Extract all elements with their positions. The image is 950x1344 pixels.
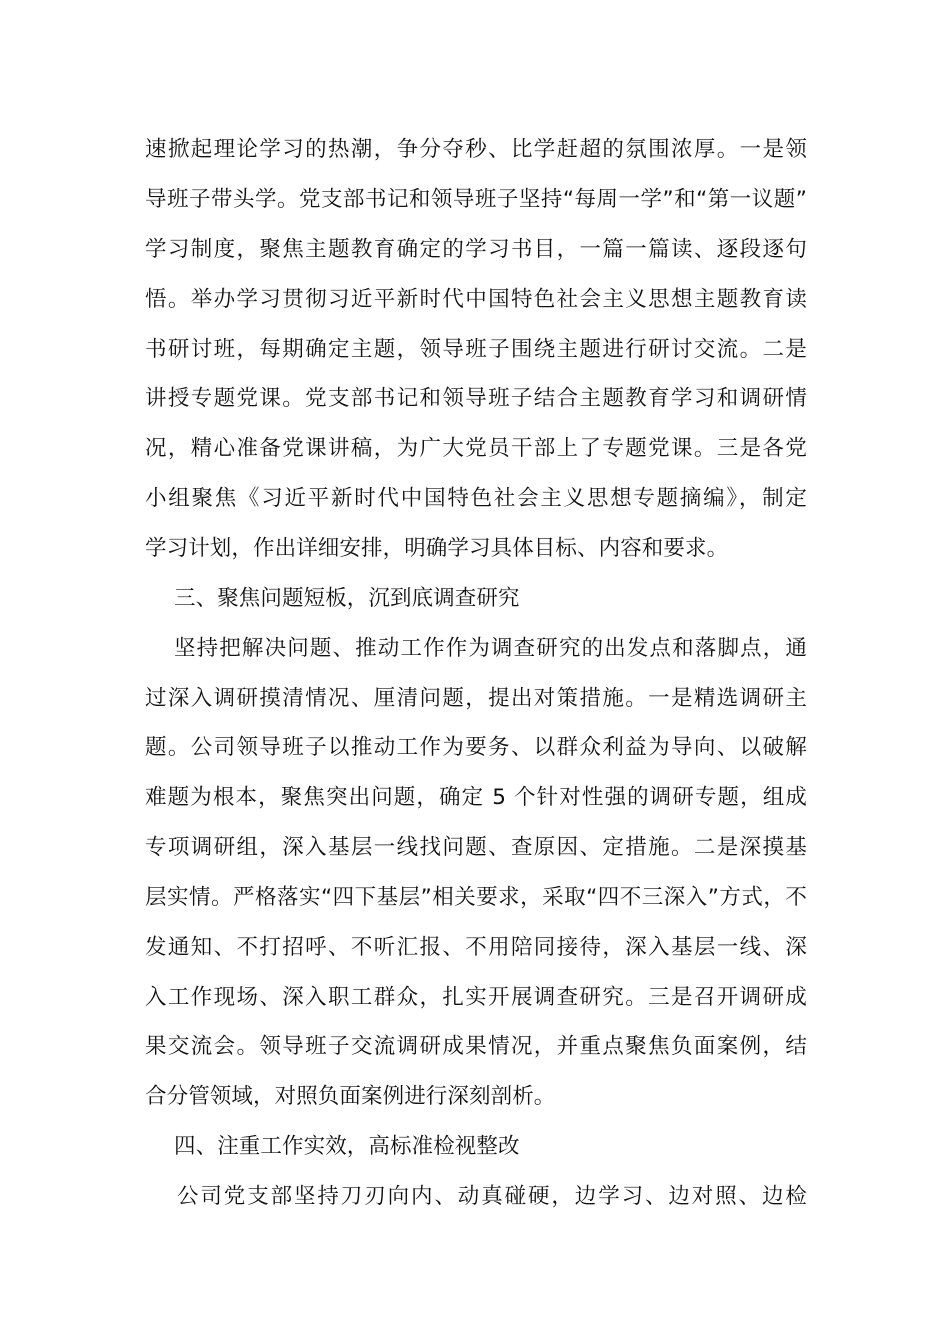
body-text-line: 小组聚焦《习近平新时代中国特色社会主义思想专题摘编》，制定 — [145, 486, 807, 511]
body-text-line: 学习制度，聚焦主题教育确定的学习书目，一篇一篇读、逐段逐句 — [145, 237, 807, 262]
body-text-line: 果交流会。领导班子交流调研成果情况，并重点聚焦负面案例，结 — [145, 1034, 807, 1059]
body-text-line: 层实情。严格落实“四下基层”相关要求，采取“四不三深入”方式，不 — [145, 885, 807, 910]
body-text-line: 专项调研组，深入基层一线找问题、查原因、定措施。二是深摸基 — [145, 835, 807, 860]
body-text-line: 讲授专题党课。党支部书记和领导班子结合主题教育学习和调研情 — [145, 386, 807, 411]
body-text-line: 合分管领域，对照负面案例进行深刻剖析。 — [145, 1084, 556, 1109]
body-text-line: 况，精心准备党课讲稿，为广大党员干部上了专题党课。三是各党 — [145, 436, 807, 461]
body-text-line: 发通知、不打招呼、不听汇报、不用陪同接待，深入基层一线、深 — [145, 935, 807, 960]
section-heading: 三、聚焦问题短板，沉到底调查研究 — [174, 586, 520, 611]
section-heading: 四、注重工作实效，高标准检视整改 — [174, 1134, 520, 1159]
body-text-line: 过深入调研摸清情况、厘清问题，提出对策措施。一是精选调研主 — [145, 686, 807, 711]
body-text-line: 学习计划，作出详细安排，明确学习具体目标、内容和要求。 — [145, 536, 729, 561]
body-text-line: 悟。举办学习贯彻习近平新时代中国特色社会主义思想主题教育读 — [145, 287, 807, 312]
body-text-line: 入工作现场、深入职工群众，扎实开展调查研究。三是召开调研成 — [145, 985, 807, 1010]
paragraph-first-line: 公司党支部坚持刀刃向内、动真碰硬，边学习、边对照、边检 — [177, 1184, 807, 1209]
paragraph-first-line: 坚持把解决问题、推动工作作为调查研究的出发点和落脚点，通 — [174, 636, 807, 661]
body-text-line: 导班子带头学。党支部书记和领导班子坚持“每周一学”和“第一议题” — [145, 187, 807, 212]
body-text-line: 题。公司领导班子以推动工作为要务、以群众利益为导向、以破解 — [145, 735, 807, 760]
body-text-line: 速掀起理论学习的热潮，争分夺秒、比学赶超的氛围浓厚。一是领 — [145, 137, 807, 162]
body-text-line: 难题为根本，聚焦突出问题，确定 5 个针对性强的调研专题，组成 — [145, 785, 807, 810]
body-text-line: 书研讨班，每期确定主题，领导班子围绕主题进行研讨交流。二是 — [145, 337, 807, 362]
